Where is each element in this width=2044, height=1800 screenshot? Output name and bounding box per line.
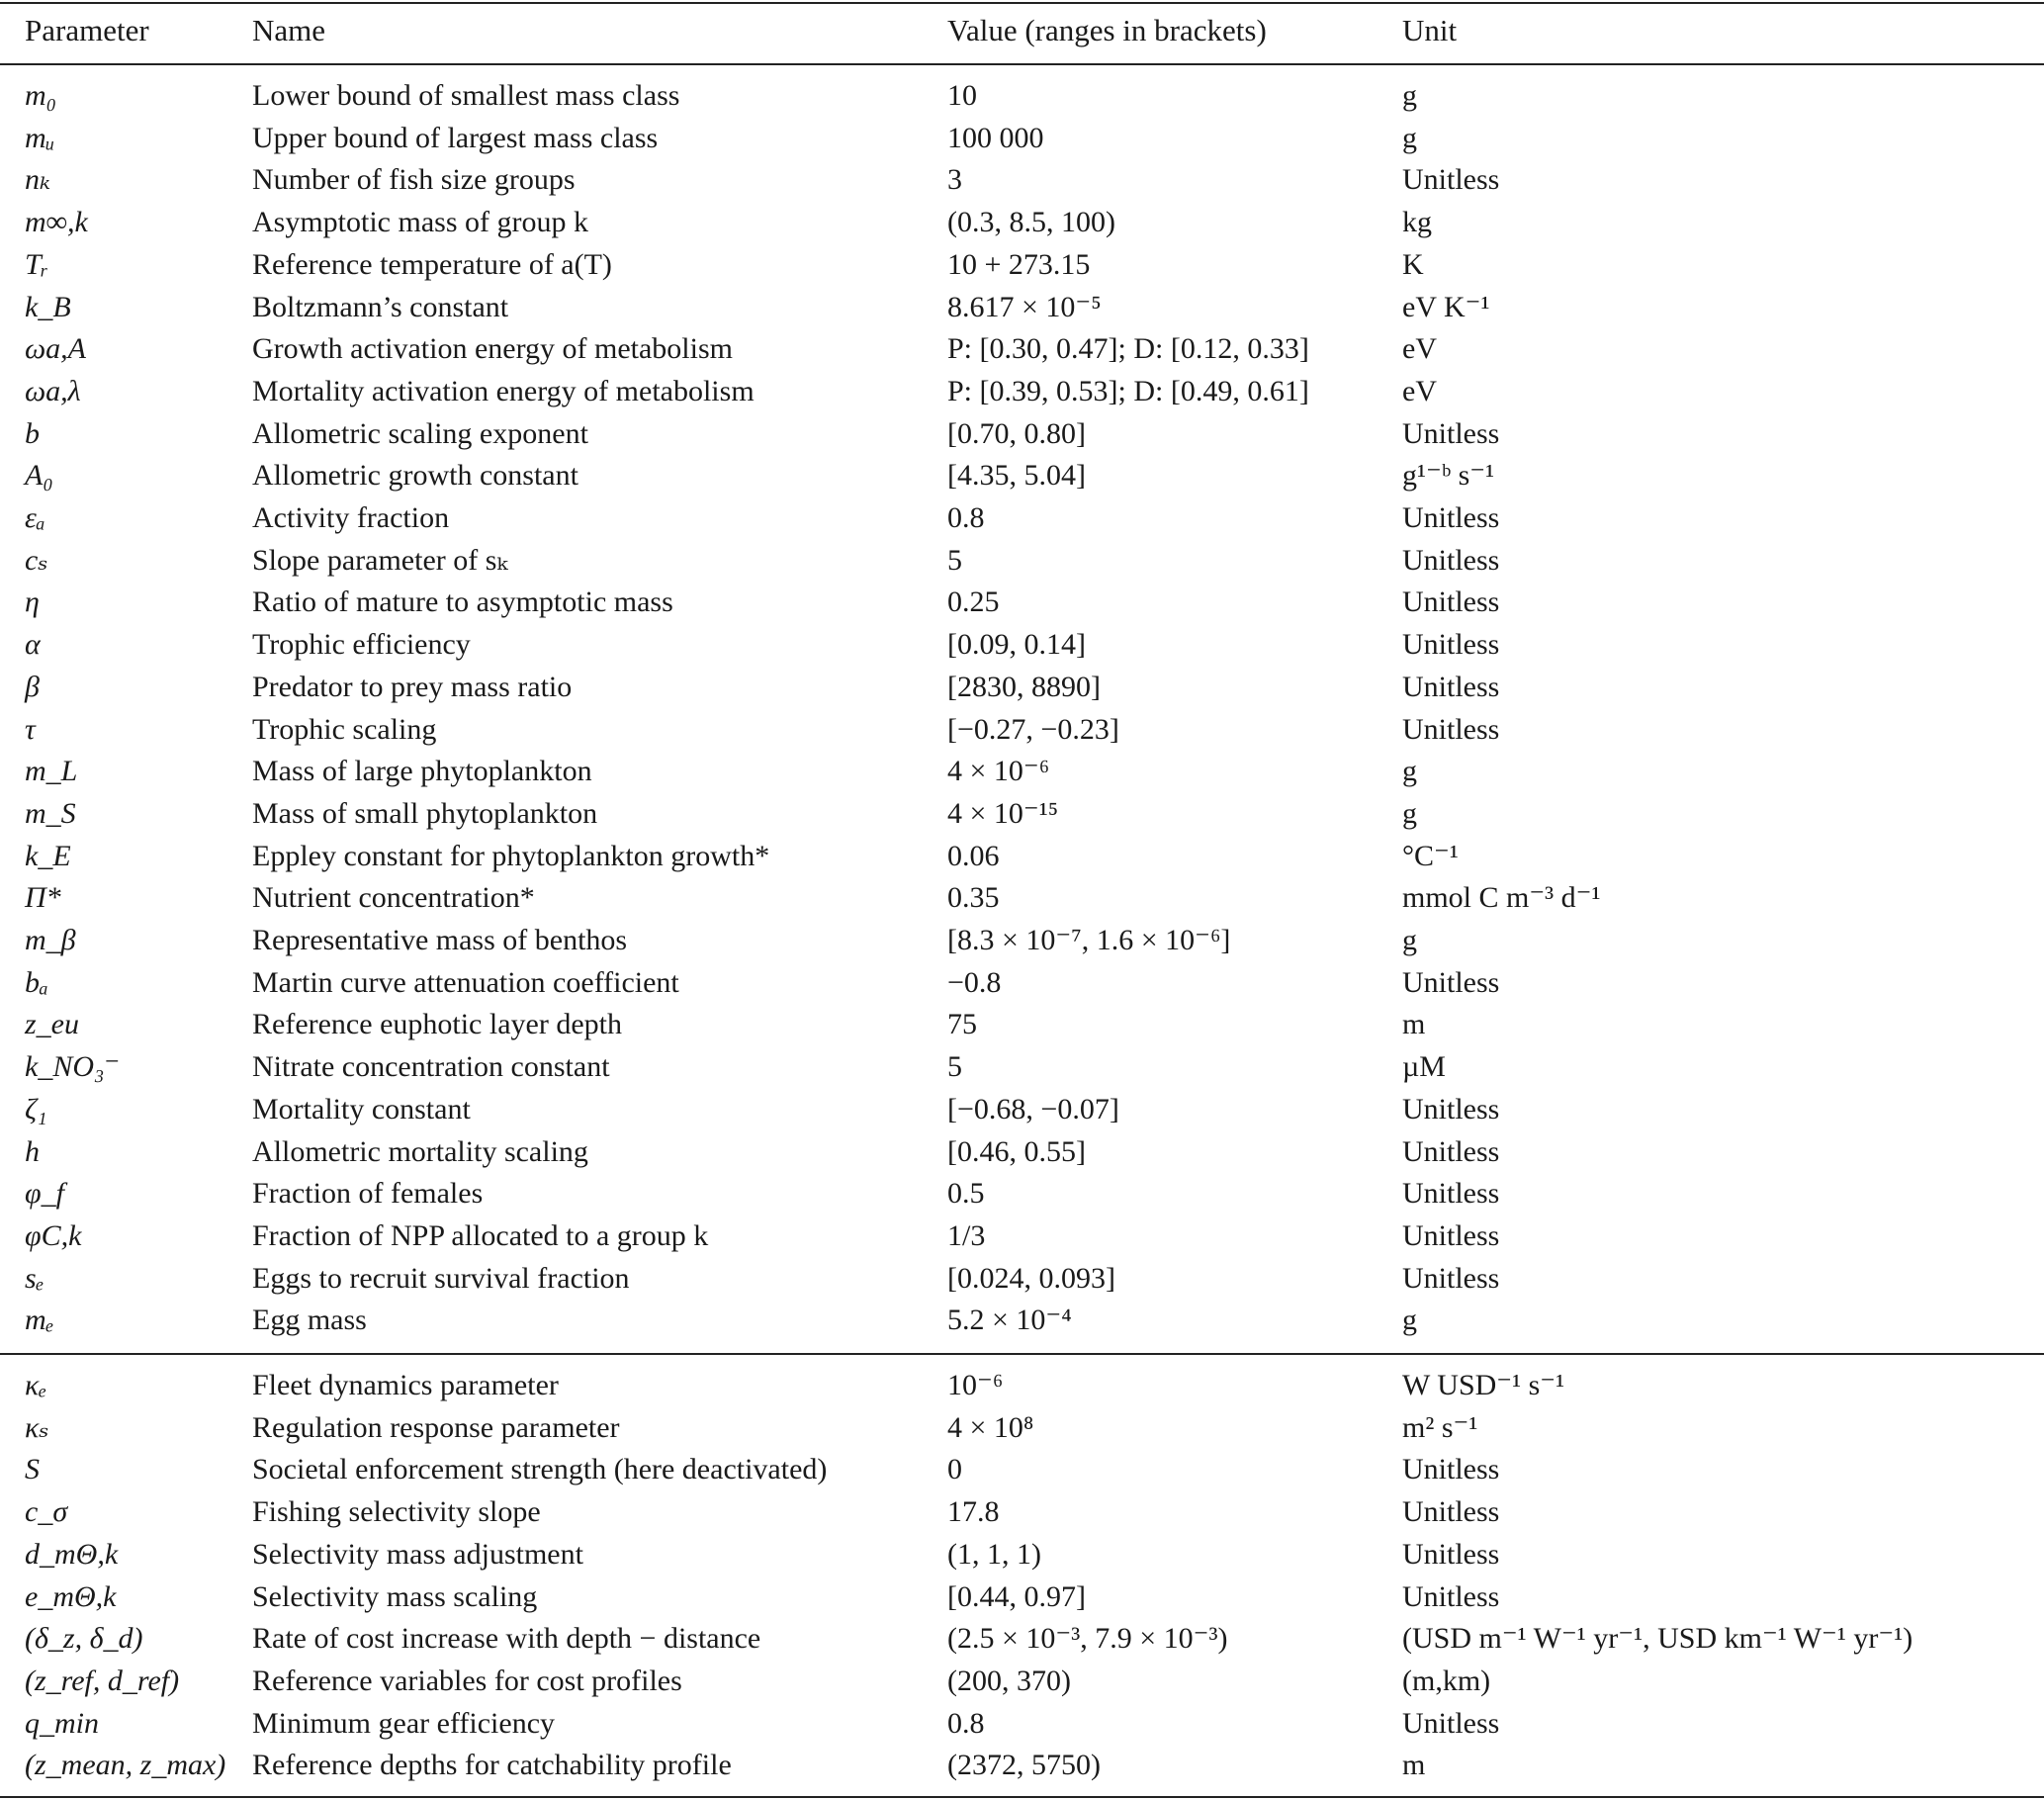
unit-cell: m <box>1402 1008 1426 1041</box>
param-cell: ζ₁ <box>25 1092 47 1125</box>
param-cell: τ <box>25 712 36 746</box>
table-row <box>0 709 2044 751</box>
table-row <box>0 1131 2044 1173</box>
unit-cell: Unitless <box>1402 1177 1500 1211</box>
table-row <box>0 962 2044 1004</box>
param-cell: κₛ <box>25 1410 49 1444</box>
name-cell: Fraction of NPP allocated to a group k <box>252 1218 709 1252</box>
header-value: Value (ranges in brackets) <box>947 13 1267 47</box>
param-cell: A₀ <box>25 459 53 493</box>
value-cell: 5 <box>947 1050 962 1084</box>
param-cell: q_min <box>25 1706 99 1740</box>
value-cell: 3 <box>947 163 962 197</box>
param-cell: m₀ <box>25 79 57 112</box>
param-cell: Π* <box>25 881 61 915</box>
table-row <box>0 836 2044 877</box>
table-row <box>0 1661 2044 1702</box>
value-cell: 0.5 <box>947 1177 985 1211</box>
table-row <box>0 287 2044 328</box>
table-row <box>0 793 2044 835</box>
table-row <box>0 1576 2044 1618</box>
table-row <box>0 1173 2044 1215</box>
name-cell: Societal enforcement strength (here deactivated) <box>252 1453 828 1486</box>
value-cell: [0.024, 0.093] <box>947 1261 1115 1295</box>
param-cell: κₑ <box>25 1369 47 1401</box>
unit-cell: Unitless <box>1402 1706 1500 1740</box>
param-cell: h <box>25 1134 40 1168</box>
value-cell: −0.8 <box>947 965 1002 999</box>
value-cell: P: [0.30, 0.47]; D: [0.12, 0.33] <box>947 332 1309 366</box>
table-row <box>0 624 2044 666</box>
header-name: Name <box>252 13 326 47</box>
unit-cell: Unitless <box>1402 1537 1500 1571</box>
table-row <box>0 1745 2044 1786</box>
value-cell: 75 <box>947 1008 977 1041</box>
value-cell: 0 <box>947 1453 962 1486</box>
table-row <box>0 159 2044 201</box>
unit-cell: Unitless <box>1402 965 1500 999</box>
unit-cell: mmol C m⁻³ d⁻¹ <box>1402 881 1601 915</box>
name-cell: Fraction of females <box>252 1177 484 1211</box>
unit-cell: g <box>1402 121 1417 154</box>
unit-cell: Unitless <box>1402 1261 1500 1295</box>
header-row <box>0 8 2044 53</box>
unit-cell: g <box>1402 796 1417 830</box>
param-cell: (z_ref, d_ref) <box>25 1664 180 1697</box>
table-row <box>0 1703 2044 1745</box>
table-row <box>0 1618 2044 1660</box>
value-cell: 5.2 × 10⁻⁴ <box>947 1304 1072 1337</box>
name-cell: Reference temperature of a(T) <box>252 247 612 281</box>
unit-cell: Unitless <box>1402 1495 1500 1529</box>
value-cell: P: [0.39, 0.53]; D: [0.49, 0.61] <box>947 374 1309 407</box>
name-cell: Ratio of mature to asymptotic mass <box>252 585 673 619</box>
unit-cell: eV <box>1402 374 1437 407</box>
unit-cell: K <box>1402 247 1424 281</box>
unit-cell: m² s⁻¹ <box>1402 1410 1478 1444</box>
param-cell: φC,k <box>25 1218 82 1252</box>
name-cell: Fishing selectivity slope <box>252 1495 541 1529</box>
name-cell: Reference euphotic layer depth <box>252 1008 622 1041</box>
table-row <box>0 540 2044 582</box>
unit-cell: W USD⁻¹ s⁻¹ <box>1402 1369 1565 1401</box>
name-cell: Eggs to recruit survival fraction <box>252 1261 630 1295</box>
name-cell: Rate of cost increase with depth − distance <box>252 1622 761 1656</box>
name-cell: Eppley constant for phytoplankton growth* <box>252 839 770 872</box>
table-row <box>0 667 2044 708</box>
value-cell: 1/3 <box>947 1218 986 1252</box>
header-parameter: Parameter <box>25 13 149 47</box>
table-row <box>0 1046 2044 1088</box>
table-row <box>0 1407 2044 1449</box>
name-cell: Lower bound of smallest mass class <box>252 79 680 112</box>
value-cell: 10⁻⁶ <box>947 1369 1004 1401</box>
table-row <box>0 244 2044 286</box>
name-cell: Allometric growth constant <box>252 459 578 493</box>
table-row <box>0 1258 2044 1300</box>
name-cell: Asymptotic mass of group k <box>252 206 588 239</box>
value-cell: [0.44, 0.97] <box>947 1579 1086 1613</box>
value-cell: (2.5 × 10⁻³, 7.9 × 10⁻³) <box>947 1622 1228 1656</box>
name-cell: Upper bound of largest mass class <box>252 121 659 154</box>
table-row <box>0 1491 2044 1533</box>
name-cell: Allometric mortality scaling <box>252 1134 588 1168</box>
value-cell: 17.8 <box>947 1495 1000 1529</box>
value-cell: 0.35 <box>947 881 1000 915</box>
name-cell: Allometric scaling exponent <box>252 416 588 450</box>
value-cell: 0.8 <box>947 501 985 534</box>
value-cell: (0.3, 8.5, 100) <box>947 206 1115 239</box>
unit-cell: Unitless <box>1402 628 1500 662</box>
param-cell: k_NO₃⁻ <box>25 1050 121 1084</box>
value-cell: (1, 1, 1) <box>947 1537 1041 1571</box>
unit-cell: Unitless <box>1402 1134 1500 1168</box>
param-cell: e_mΘ,k <box>25 1579 117 1613</box>
unit-cell: Unitless <box>1402 1579 1500 1613</box>
name-cell: Fleet dynamics parameter <box>252 1369 559 1401</box>
unit-cell: eV K⁻¹ <box>1402 290 1490 323</box>
table-row <box>0 920 2044 961</box>
table-row <box>0 1089 2044 1130</box>
param-cell: ωa,A <box>25 332 87 366</box>
name-cell: Reference variables for cost profiles <box>252 1664 682 1697</box>
unit-cell: Unitless <box>1402 501 1500 534</box>
header-unit: Unit <box>1402 13 1458 47</box>
unit-cell: Unitless <box>1402 585 1500 619</box>
name-cell: Reference depths for catchability profile <box>252 1749 732 1782</box>
param-cell: mᵤ <box>25 121 55 154</box>
value-cell: [2830, 8890] <box>947 670 1101 703</box>
table-row <box>0 1004 2044 1045</box>
param-cell: η <box>25 585 40 619</box>
name-cell: Mortality constant <box>252 1092 471 1125</box>
table-row <box>0 75 2044 117</box>
unit-cell: Unitless <box>1402 1218 1500 1252</box>
table-row <box>0 751 2044 792</box>
table-row <box>0 1449 2044 1490</box>
unit-cell: kg <box>1402 206 1432 239</box>
value-cell: [8.3 × 10⁻⁷, 1.6 × 10⁻⁶] <box>947 924 1231 956</box>
param-cell: (z_mean, z_max) <box>25 1749 226 1782</box>
value-cell: [−0.27, −0.23] <box>947 712 1119 746</box>
table-row <box>0 202 2044 243</box>
param-cell: m_S <box>25 796 76 830</box>
header-rule <box>0 63 2044 65</box>
name-cell: Trophic efficiency <box>252 628 471 662</box>
name-cell: Mortality activation energy of metabolism <box>252 374 755 407</box>
param-cell: m_β <box>25 924 76 956</box>
param-cell: (δ_z, δ_d) <box>25 1622 143 1656</box>
unit-cell: g <box>1402 1304 1417 1337</box>
param-cell: nₖ <box>25 163 50 197</box>
value-cell: [0.70, 0.80] <box>947 416 1086 450</box>
param-cell: ωa,λ <box>25 374 81 407</box>
unit-cell: Unitless <box>1402 670 1500 703</box>
value-cell: [−0.68, −0.07] <box>947 1092 1119 1125</box>
unit-cell: µM <box>1402 1050 1446 1084</box>
param-cell: β <box>25 670 40 703</box>
value-cell: 100 000 <box>947 121 1044 154</box>
table-row <box>0 328 2044 370</box>
name-cell: Martin curve attenuation coefficient <box>252 965 679 999</box>
section-divider <box>0 1353 2044 1355</box>
unit-cell: g¹⁻ᵇ s⁻¹ <box>1402 459 1495 493</box>
param-cell: mₑ <box>25 1304 54 1337</box>
value-cell: [0.09, 0.14] <box>947 628 1086 662</box>
name-cell: Representative mass of benthos <box>252 924 628 956</box>
table-row <box>0 118 2044 159</box>
unit-cell: g <box>1402 924 1417 956</box>
table-row <box>0 877 2044 919</box>
unit-cell: °C⁻¹ <box>1402 839 1459 872</box>
value-cell: 0.06 <box>947 839 1000 872</box>
param-cell: sₑ <box>25 1261 44 1295</box>
table-row <box>0 413 2044 455</box>
unit-cell: m <box>1402 1749 1426 1782</box>
param-cell: m∞,k <box>25 206 88 239</box>
name-cell: Egg mass <box>252 1304 367 1337</box>
value-cell: (2372, 5750) <box>947 1749 1101 1782</box>
table-row <box>0 1534 2044 1575</box>
table-row <box>0 1365 2044 1406</box>
param-cell: k_E <box>25 839 71 872</box>
value-cell: (200, 370) <box>947 1664 1071 1697</box>
param-cell: φ_f <box>25 1177 64 1211</box>
name-cell: Number of fish size groups <box>252 163 576 197</box>
unit-cell: (m,km) <box>1402 1664 1491 1697</box>
table-row <box>0 455 2044 496</box>
unit-cell: eV <box>1402 332 1437 366</box>
name-cell: Predator to prey mass ratio <box>252 670 573 703</box>
value-cell: [4.35, 5.04] <box>947 459 1086 493</box>
unit-cell: g <box>1402 79 1417 112</box>
name-cell: Slope parameter of sₖ <box>252 543 508 577</box>
param-cell: m_L <box>25 755 78 788</box>
unit-cell: Unitless <box>1402 163 1500 197</box>
table-row <box>0 497 2044 539</box>
name-cell: Nitrate concentration constant <box>252 1050 610 1084</box>
table-row <box>0 582 2044 623</box>
value-cell: 4 × 10⁻¹⁵ <box>947 796 1059 830</box>
table-row <box>0 1300 2044 1341</box>
name-cell: Activity fraction <box>252 501 450 534</box>
param-cell: cₛ <box>25 543 48 577</box>
value-cell: 10 <box>947 79 977 112</box>
param-cell: z_eu <box>25 1008 79 1041</box>
value-cell: 8.617 × 10⁻⁵ <box>947 290 1102 323</box>
name-cell: Selectivity mass scaling <box>252 1579 538 1613</box>
value-cell: 4 × 10⁻⁶ <box>947 755 1050 788</box>
param-cell: εₐ <box>25 501 45 534</box>
name-cell: Growth activation energy of metabolism <box>252 332 733 366</box>
name-cell: Mass of small phytoplankton <box>252 796 598 830</box>
param-cell: Tᵣ <box>25 247 49 281</box>
name-cell: Boltzmann’s constant <box>252 290 509 323</box>
bottom-rule <box>0 1796 2044 1798</box>
name-cell: Regulation response parameter <box>252 1410 620 1444</box>
param-cell: α <box>25 628 41 662</box>
name-cell: Nutrient concentration* <box>252 881 535 915</box>
value-cell: 0.8 <box>947 1706 985 1740</box>
name-cell: Trophic scaling <box>252 712 437 746</box>
value-cell: 10 + 273.15 <box>947 247 1091 281</box>
param-cell: d_mΘ,k <box>25 1537 119 1571</box>
param-cell: c_σ <box>25 1495 68 1529</box>
value-cell: 0.25 <box>947 585 1000 619</box>
unit-cell: Unitless <box>1402 1453 1500 1486</box>
table-row <box>0 1215 2044 1257</box>
unit-cell: Unitless <box>1402 712 1500 746</box>
unit-cell: Unitless <box>1402 416 1500 450</box>
param-cell: b <box>25 416 40 450</box>
param-cell: bₐ <box>25 965 48 999</box>
table-row <box>0 371 2044 412</box>
param-cell: S <box>25 1453 40 1486</box>
unit-cell: Unitless <box>1402 543 1500 577</box>
param-cell: k_B <box>25 290 71 323</box>
unit-cell: (USD m⁻¹ W⁻¹ yr⁻¹, USD km⁻¹ W⁻¹ yr⁻¹) <box>1402 1622 1913 1656</box>
top-rule <box>0 2 2044 4</box>
value-cell: [0.46, 0.55] <box>947 1134 1086 1168</box>
value-cell: 5 <box>947 543 962 577</box>
name-cell: Minimum gear efficiency <box>252 1706 556 1740</box>
value-cell: 4 × 10⁸ <box>947 1410 1034 1444</box>
unit-cell: g <box>1402 755 1417 788</box>
unit-cell: Unitless <box>1402 1092 1500 1125</box>
name-cell: Selectivity mass adjustment <box>252 1537 583 1571</box>
name-cell: Mass of large phytoplankton <box>252 755 592 788</box>
